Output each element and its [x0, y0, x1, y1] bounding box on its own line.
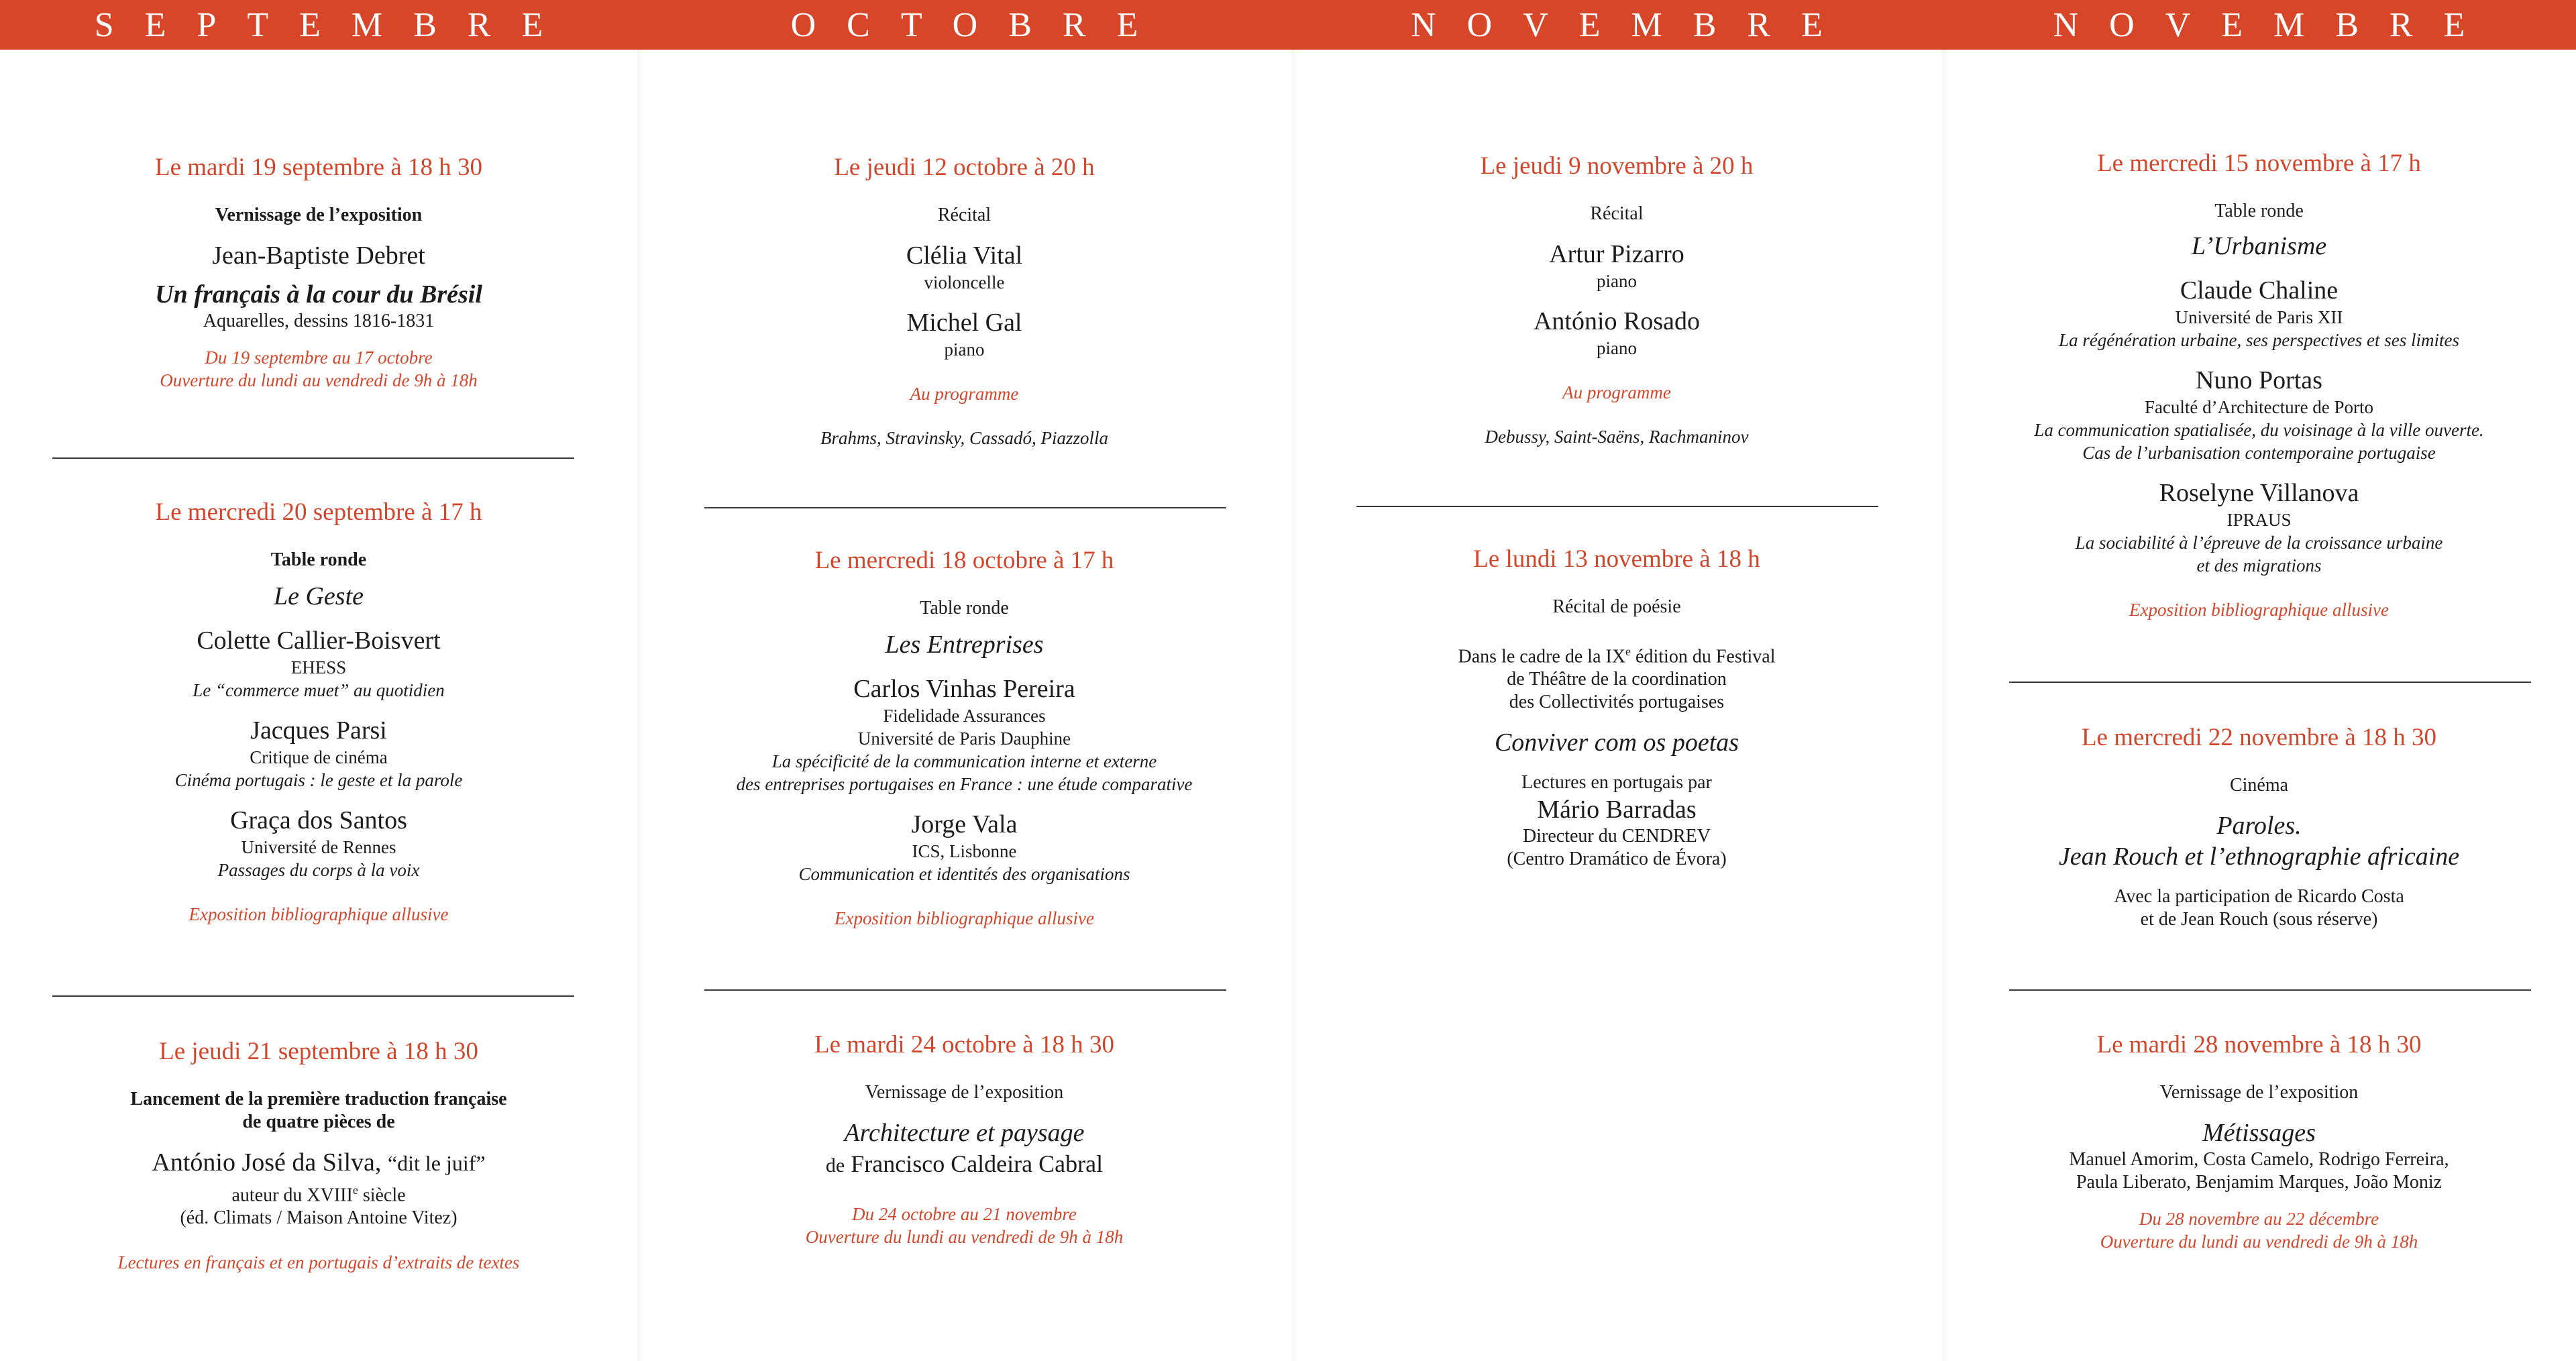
separator: [2009, 682, 2531, 683]
round-table-theme: Le Geste: [273, 582, 364, 610]
launch-line-1: Lancement de la première traduction française: [130, 1089, 507, 1109]
participation-line: Avec la participation de Ricardo Costa: [2114, 886, 2404, 907]
speaker-affiliation: IPRAUS: [2226, 510, 2292, 530]
event-date: Le mercredi 15 novembre à 17 h: [2097, 150, 2421, 177]
event-date: Le mercredi 22 novembre à 18 h 30: [2081, 724, 2437, 751]
author-name: António José da Silva,: [152, 1148, 382, 1177]
header-band-novembre: [1942, 0, 2576, 50]
artists-line: Manuel Amorim, Costa Camelo, Rodrigo Ferreira,: [2069, 1149, 2449, 1170]
event-date: Le jeudi 12 octobre à 20 h: [834, 154, 1095, 181]
speaker-name: Carlos Vinhas Pereira: [853, 675, 1075, 703]
launch-line-2: de quatre pièces de: [242, 1111, 395, 1132]
speaker-topic: La sociabilité à l’épreuve de la croissance urbaine: [2075, 533, 2443, 553]
speaker-topic: Le “commerce muet” au quotidien: [193, 680, 445, 700]
event-note: Lectures en français et en portugais d’extraits de textes: [117, 1252, 520, 1273]
month-header: SEPTEMBRE: [94, 5, 574, 44]
event-nov-13: [1291, 545, 1942, 871]
month-header: OCTOBRE: [790, 5, 1169, 44]
event-nov-9: [1291, 152, 1942, 448]
speaker-affiliation: Université de Paris Dauphine: [857, 728, 1071, 749]
event-oct-12: [637, 153, 1291, 449]
film-title-2: Jean Rouch et l’ethnographie africaine: [2058, 842, 2460, 871]
event-kind: Table ronde: [2214, 201, 2304, 221]
header-band-octobre: [637, 0, 1291, 50]
speaker-topic: La spécificité de la communication interne et externe: [771, 751, 1157, 771]
program-works: Debussy, Saint-Saëns, Rachmaninov: [1485, 427, 1749, 447]
performer-instrument: violoncelle: [924, 272, 1005, 292]
speaker-affiliation: EHESS: [290, 657, 347, 677]
performer-name: Artur Pizarro: [1549, 240, 1684, 268]
event-date: Le jeudi 21 septembre à 18 h 30: [159, 1038, 478, 1065]
event-kind: Récital: [937, 205, 991, 225]
speaker-name: Jorge Vala: [911, 810, 1018, 838]
event-kind: Récital: [1590, 203, 1644, 224]
round-table-theme: Les Entreprises: [885, 631, 1044, 659]
speaker-topic: des entreprises portugaises en France : une étude comparative: [736, 774, 1193, 794]
exhibition-dates: Du 28 novembre au 22 décembre: [2139, 1209, 2379, 1229]
performer-name: António Rosado: [1533, 307, 1701, 335]
speaker-topic: La communication spatialisée, du voisinage à la ville ouverte.: [2034, 420, 2484, 440]
speaker-name: Jacques Parsi: [250, 716, 387, 745]
event-date: Le mercredi 20 septembre à 17 h: [155, 498, 482, 526]
publisher-line: (éd. Climats / Maison Antoine Vitez): [180, 1207, 458, 1229]
exhibition-title: Un français à la cour du Brésil: [155, 280, 482, 309]
program-label: Au programme: [1562, 382, 1671, 402]
event-oct-24: [637, 1030, 1291, 1248]
event-kind: Table ronde: [270, 549, 367, 570]
event-kind: Vernissage de l’exposition: [865, 1082, 1064, 1103]
speaker-affiliation: Fidelidade Assurances: [883, 706, 1046, 726]
reader-name: Mário Barradas: [1537, 796, 1697, 824]
event-date: Le mercredi 18 octobre à 17 h: [814, 547, 1114, 574]
speaker-name: Colette Callier-Boisvert: [197, 627, 441, 655]
speaker-topic: Passages du corps à la voix: [217, 860, 420, 880]
event-oct-18: [637, 546, 1291, 930]
speaker-topic: et des migrations: [2196, 555, 2322, 576]
performer-name: Clélia Vital: [906, 241, 1023, 270]
header-band-novembre: [1291, 0, 1942, 50]
artist-name: Jean-Baptiste Debret: [212, 241, 425, 270]
program-label: Au programme: [910, 384, 1019, 404]
event-nov-15: [1942, 149, 2576, 621]
artist-name: Francisco Caldeira Cabral: [851, 1150, 1104, 1177]
speaker-affiliation: Critique de cinéma: [250, 747, 388, 767]
event-date: Le mardi 19 septembre à 18 h 30: [154, 154, 483, 181]
panel-septembre: [0, 0, 637, 1361]
separator: [1356, 506, 1878, 507]
event-nov-28: [1942, 1030, 2576, 1253]
reader-institution: (Centro Dramático de Évora): [1507, 849, 1727, 870]
performer-name: Michel Gal: [906, 309, 1022, 337]
event-kind: Vernissage de l’exposition: [215, 205, 423, 225]
exhibition-dates: Du 24 octobre au 21 novembre: [852, 1204, 1077, 1224]
author-century: auteur du XVIIIe siècle: [231, 1183, 406, 1206]
separator: [2009, 989, 2531, 991]
round-table-theme: L’Urbanisme: [2191, 232, 2327, 260]
month-header: NOVEMBRE: [2053, 5, 2496, 44]
event-kind: Vernissage de l’exposition: [2159, 1082, 2359, 1103]
performer-instrument: piano: [1597, 271, 1637, 291]
reading-line: Lectures en portugais par: [1521, 772, 1712, 794]
month-header: NOVEMBRE: [1411, 5, 1854, 44]
opening-hours: Ouverture du lundi au vendredi de 9h à 18h: [160, 370, 478, 390]
opening-hours: Ouverture du lundi au vendredi de 9h à 18h: [805, 1227, 1124, 1247]
festival-line: de Théâtre de la coordination: [1507, 669, 1727, 690]
speaker-name: Graça dos Santos: [230, 806, 407, 834]
opening-hours: Ouverture du lundi au vendredi de 9h à 18h: [2100, 1232, 2418, 1252]
performer-instrument: piano: [1597, 338, 1637, 358]
author-nickname: “dit le juif”: [387, 1151, 486, 1175]
performer-instrument: piano: [944, 339, 985, 360]
event-date: Le mardi 24 octobre à 18 h 30: [814, 1031, 1114, 1058]
event-sept-20: [0, 498, 637, 926]
exhibition-dates: Du 19 septembre au 17 octobre: [205, 347, 433, 368]
author-line: [0, 1147, 637, 1179]
speaker-topic: Communication et identités des organisations: [798, 864, 1130, 884]
film-title-1: Paroles.: [2216, 812, 2302, 840]
event-kind: Récital de poésie: [1552, 596, 1681, 617]
separator: [704, 507, 1226, 508]
separator: [52, 457, 574, 459]
event-kind: Cinéma: [2229, 775, 2289, 796]
exhibition-title: Métissages: [2202, 1119, 2316, 1147]
separator: [704, 989, 1226, 991]
festival-line: des Collectivités portugaises: [1509, 692, 1725, 713]
recital-title: Conviver com os poetas: [1494, 728, 1739, 757]
speaker-topic: Cas de l’urbanisation contemporaine portugaise: [2082, 443, 2436, 463]
event-nov-22: [1942, 723, 2576, 931]
artist-line: de Francisco Caldeira Cabral: [825, 1150, 1104, 1177]
speaker-affiliation: ICS, Lisbonne: [912, 841, 1017, 861]
exhibition-title: Architecture et paysage: [844, 1119, 1085, 1147]
participation-line: et de Jean Rouch (sous réserve): [2140, 909, 2378, 930]
event-date: Le jeudi 9 novembre à 20 h: [1480, 152, 1754, 180]
reader-role: Directeur du CENDREV: [1523, 826, 1711, 847]
panel-novembre-2: [1942, 0, 2576, 1361]
header-band-septembre: [0, 0, 637, 50]
artists-line: Paula Liberato, Benjamim Marques, João Moniz: [2076, 1172, 2443, 1193]
speaker-name: Roselyne Villanova: [2159, 479, 2359, 507]
speaker-affiliation: Faculté d’Architecture de Porto: [2144, 397, 2374, 417]
speaker-topic: La régénération urbaine, ses perspectives et ses limites: [2059, 330, 2459, 350]
separator: [52, 995, 574, 997]
speaker-name: Nuno Portas: [2196, 366, 2322, 394]
program-works: Brahms, Stravinsky, Cassadó, Piazzolla: [820, 428, 1109, 448]
event-date: Le mardi 28 novembre à 18 h 30: [2096, 1031, 2422, 1058]
event-date: Le lundi 13 novembre à 18 h: [1473, 545, 1760, 573]
speaker-affiliation: Université de Paris XII: [2175, 307, 2343, 327]
event-sept-19: [0, 153, 637, 392]
speaker-affiliation: Université de Rennes: [241, 837, 396, 857]
event-note: Exposition bibliographique allusive: [189, 904, 449, 924]
event-note: Exposition bibliographique allusive: [2129, 600, 2389, 620]
speaker-topic: Cinéma portugais : le geste et la parole: [174, 770, 463, 790]
exhibition-subtitle: Aquarelles, dessins 1816-1831: [203, 311, 435, 331]
event-sept-21: [0, 1037, 637, 1274]
speaker-name: Claude Chaline: [2180, 276, 2339, 305]
event-kind: Table ronde: [920, 598, 1009, 618]
festival-line: Dans le cadre de la IXe édition du Festival: [1458, 645, 1776, 667]
panel-octobre: [637, 0, 1291, 1361]
event-note: Exposition bibliographique allusive: [835, 908, 1094, 928]
panel-novembre-1: [1291, 0, 1942, 1361]
